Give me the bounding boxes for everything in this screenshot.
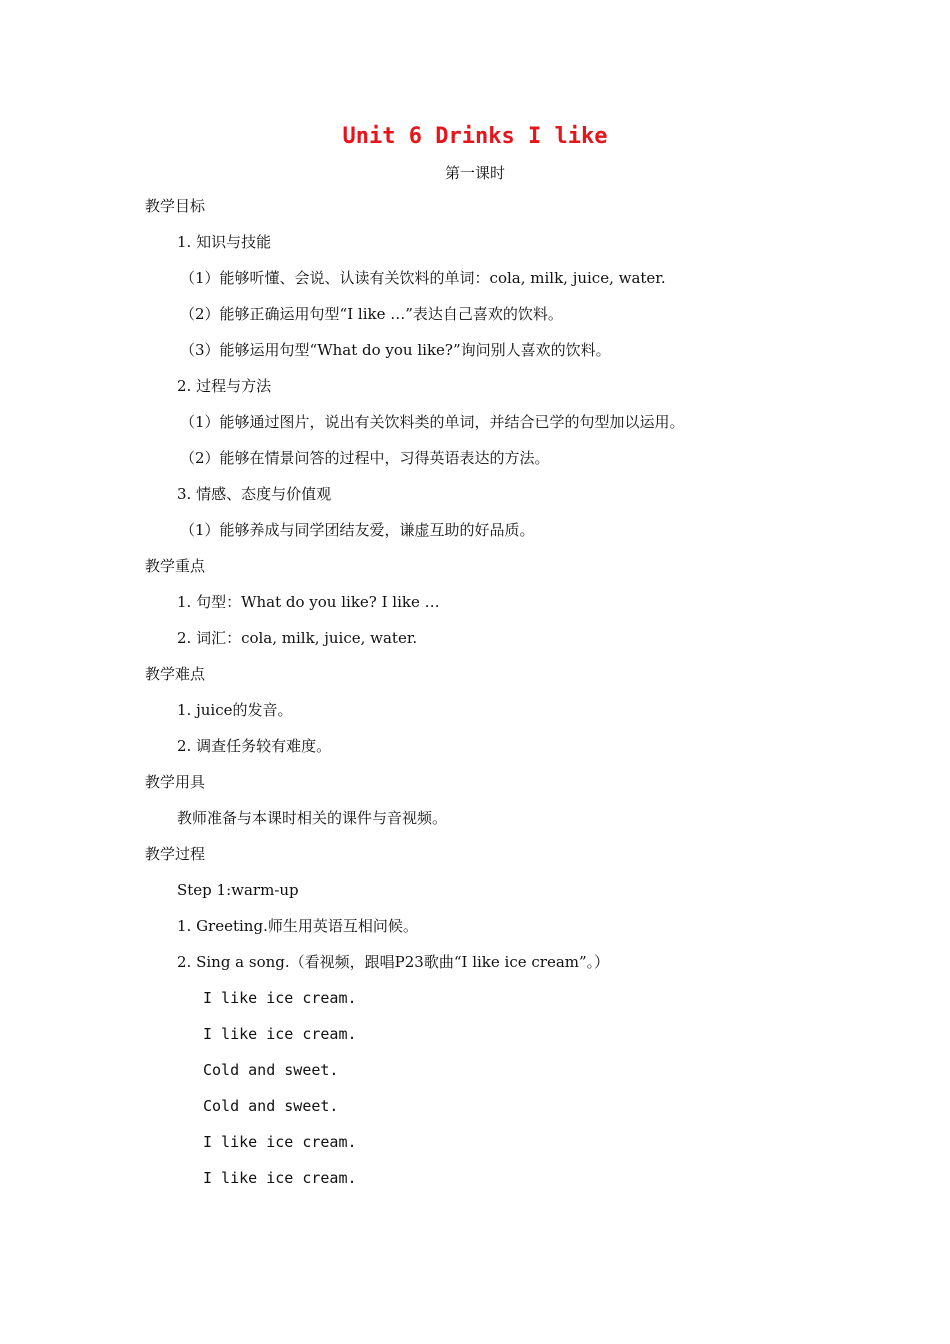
section-heading-procedure: 教学过程 <box>145 845 206 863</box>
objective-item: （2）能够正确运用句型“I like …”表达自己喜欢的饮料。 <box>180 305 563 323</box>
objective-heading-attitude: 3. 情感、态度与价值观 <box>177 485 332 503</box>
song-lyric-line: Cold and sweet. <box>203 1061 339 1079</box>
song-lyric-line: Cold and sweet. <box>203 1097 339 1115</box>
step-heading: Step 1:warm-up <box>177 881 299 899</box>
key-point-item: 2. 词汇：cola, milk, juice, water. <box>177 629 418 647</box>
objective-item: （3）能够运用句型“What do you like?”询问别人喜欢的饮料。 <box>180 341 611 359</box>
song-lyric-line: I like ice cream. <box>203 1169 357 1187</box>
section-heading-objectives: 教学目标 <box>145 197 206 215</box>
section-heading-difficulties: 教学难点 <box>145 665 206 683</box>
objective-heading-knowledge: 1. 知识与技能 <box>177 233 272 251</box>
materials-text: 教师准备与本课时相关的课件与音视频。 <box>177 809 448 827</box>
song-lyric-line: I like ice cream. <box>203 1133 357 1151</box>
objective-item: （1）能够听懂、会说、认读有关饮料的单词：cola, milk, juice, water. <box>180 269 666 287</box>
objective-item: （2）能够在情景问答的过程中，习得英语表达的方法。 <box>180 449 550 467</box>
song-lyric-line: I like ice cream. <box>203 1025 357 1043</box>
procedure-item: 1. Greeting.师生用英语互相问候。 <box>177 917 418 935</box>
section-heading-materials: 教学用具 <box>145 773 206 791</box>
objective-item: （1）能够通过图片，说出有关饮料类的单词，并结合已学的句型加以运用。 <box>180 413 685 431</box>
difficulty-item: 1. juice的发音。 <box>177 701 293 719</box>
lesson-subtitle: 第一课时 <box>444 164 505 182</box>
key-point-item: 1. 句型：What do you like? I like … <box>177 593 440 611</box>
difficulty-item: 2. 调查任务较有难度。 <box>177 737 332 755</box>
document-title: Unit 6 Drinks I like <box>342 124 608 149</box>
section-heading-key-points: 教学重点 <box>145 557 206 575</box>
procedure-item: 2. Sing a song.（看视频，跟唱P23歌曲“I like ice cream”。） <box>177 953 610 971</box>
song-lyric-line: I like ice cream. <box>203 989 357 1007</box>
objective-heading-process: 2. 过程与方法 <box>177 377 272 395</box>
objective-item: （1）能够养成与同学团结友爱，谦虚互助的好品质。 <box>180 521 535 539</box>
